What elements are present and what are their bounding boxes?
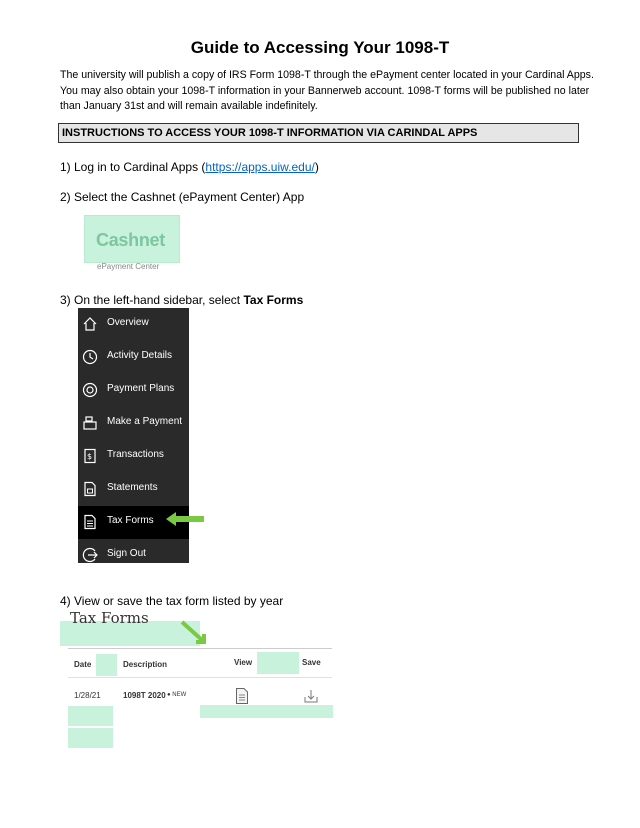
view-document-icon[interactable] (235, 687, 249, 705)
clock-icon (82, 349, 98, 365)
sidebar-item-label: Overview (107, 317, 149, 328)
diagonal-arrow-icon (180, 620, 210, 648)
page-title: Guide to Accessing Your 1098-T (190, 38, 450, 57)
divider (68, 677, 332, 678)
highlight-block (68, 728, 113, 748)
step-3-emphasis: Tax Forms (243, 293, 304, 307)
step-4: 4) View or save the tax form listed by year (60, 594, 284, 608)
sidebar-item-label: Statements (107, 482, 158, 493)
step-1 (60, 160, 319, 174)
intro-paragraph: The university will publish a copy of IRS Form 1098-T through the ePayment center located in your Cardinal Apps. You may also obtain your 1098-T information in your Bannerweb account. 1098-T forms will be published no later than January 31st and will remain available indefinitely. (60, 69, 594, 112)
document-icon (82, 514, 98, 530)
svg-text:$: $ (87, 452, 93, 461)
sidebar-item-statements[interactable] (78, 473, 189, 506)
highlight-block (257, 652, 299, 674)
cashnet-logo: Cashnet (96, 230, 165, 250)
sidebar-item-overview[interactable] (78, 308, 189, 341)
sidebar-item-make-a-payment[interactable] (78, 407, 189, 440)
download-icon[interactable] (303, 688, 319, 704)
highlight-block (68, 706, 113, 726)
divider (68, 648, 332, 649)
col-header-description: Description (123, 660, 168, 669)
sidebar-item-payment-plans[interactable] (78, 374, 189, 407)
cardinal-apps-link[interactable]: https://apps.uiw.edu/ (205, 160, 315, 174)
step-2: 2) Select the Cashnet (ePayment Center) App (60, 190, 305, 204)
step-1-suffix: ) (314, 160, 319, 174)
sidebar-item-label: Sign Out (107, 548, 146, 559)
col-header-date: Date (74, 660, 92, 669)
dollar-receipt-icon (82, 448, 98, 464)
sidebar-item-label: Activity Details (107, 350, 173, 361)
sidebar-item-label: Tax Forms (107, 515, 154, 526)
cashnet-subtitle: ePayment Center (97, 262, 160, 271)
tax-forms-title: Tax Forms (70, 609, 149, 627)
sidebar-item-activity-details[interactable] (78, 341, 189, 374)
sidebar-item-sign-out[interactable] (78, 539, 189, 572)
register-icon (82, 415, 98, 431)
lifebuoy-icon (82, 382, 98, 398)
row-description: 1098T 2020 (123, 691, 166, 700)
sign-out-icon (82, 547, 98, 563)
highlight-block (96, 654, 117, 676)
new-badge-label: NEW (172, 692, 187, 698)
section-heading: INSTRUCTIONS TO ACCESS YOUR 1098-T INFORMATION VIA CARINDAL APPS (58, 123, 579, 143)
new-badge: ● NEW (167, 692, 187, 698)
step-3 (60, 293, 303, 307)
row-date: 1/28/21 (74, 691, 101, 700)
green-arrow-icon (166, 511, 206, 527)
sidebar-item-label: Make a Payment (107, 416, 183, 427)
highlight-block (200, 705, 333, 718)
col-header-save: Save (302, 658, 321, 667)
sidebar-item-label: Transactions (107, 449, 164, 460)
col-header-view: View (234, 658, 253, 667)
sidebar-item-transactions[interactable] (78, 440, 189, 473)
statement-icon (82, 481, 98, 497)
sidebar-item-label: Payment Plans (107, 383, 175, 394)
home-icon (82, 316, 98, 332)
step-1-text: 1) Log in to Cardinal Apps ( (60, 160, 206, 174)
step-3-text: 3) On the left-hand sidebar, select (60, 293, 244, 307)
